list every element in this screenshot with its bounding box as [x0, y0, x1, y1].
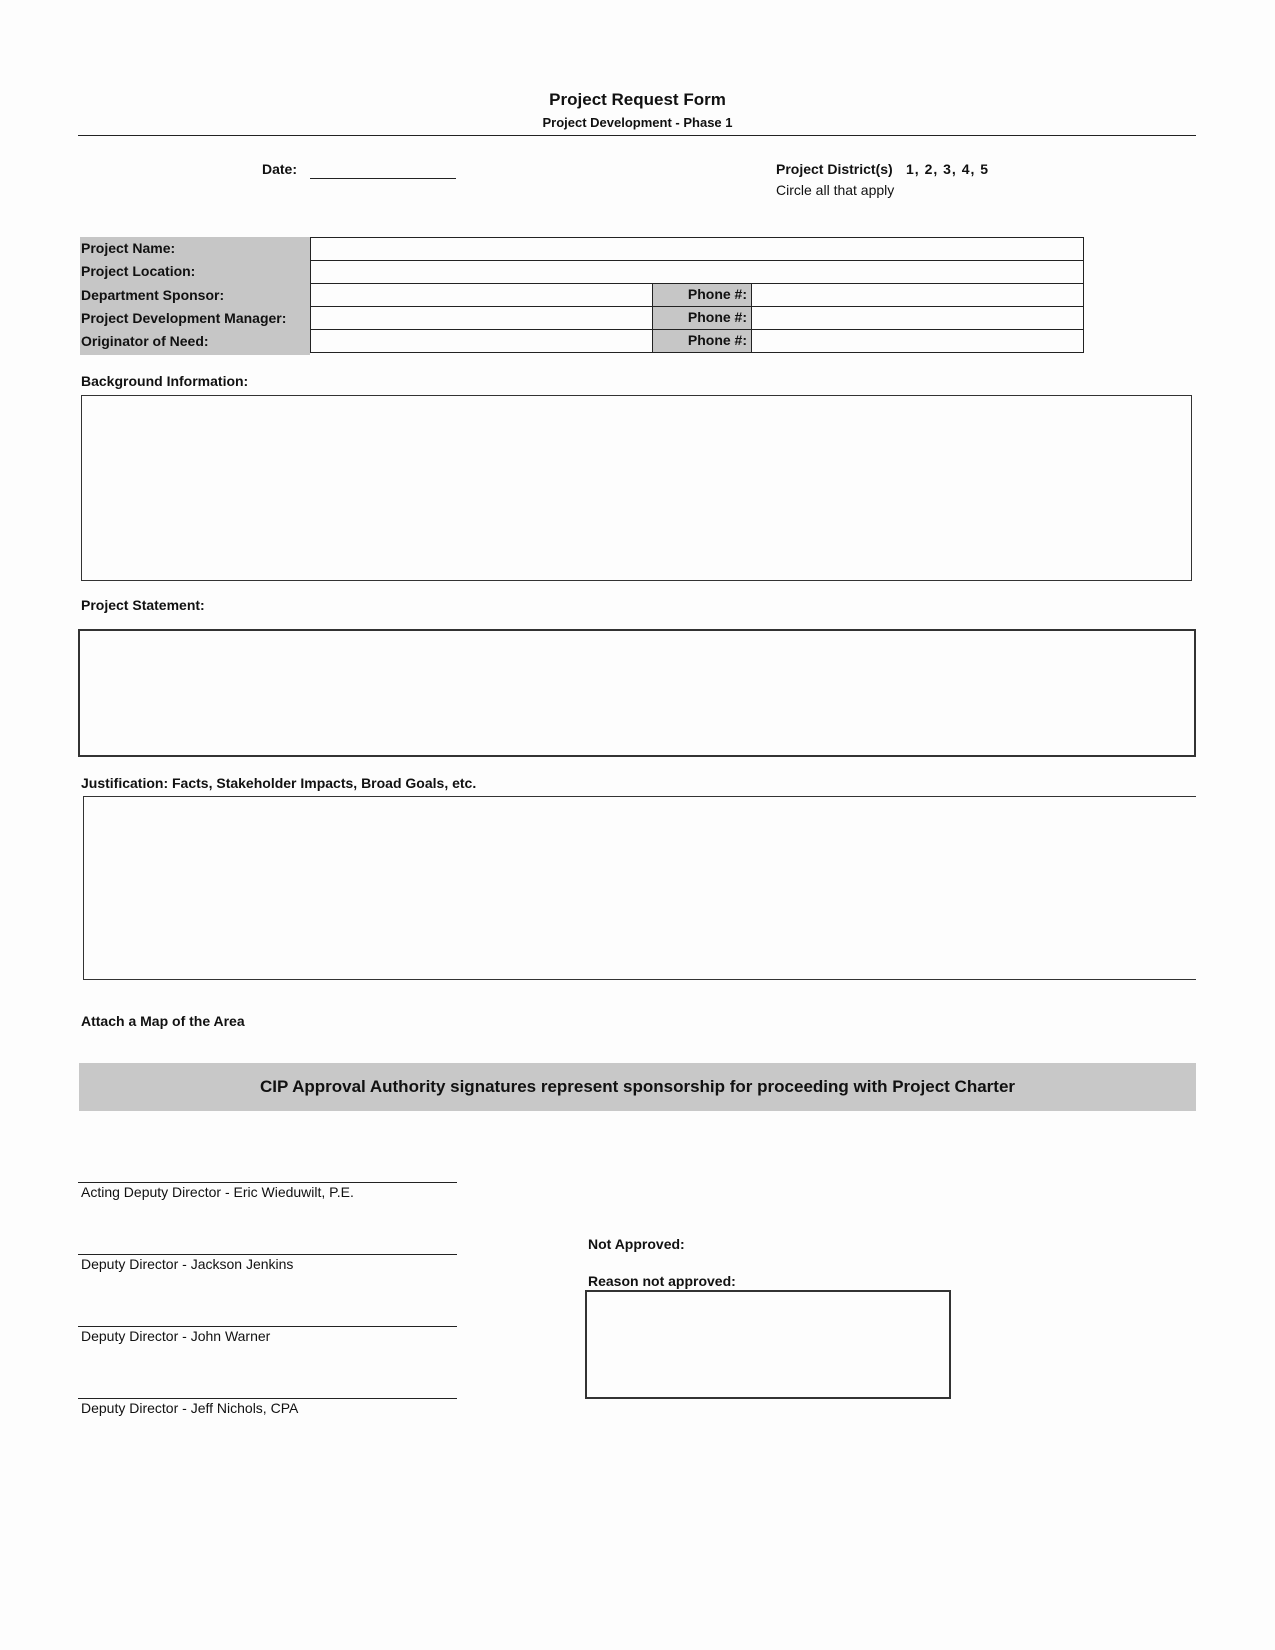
- signatory-name: Deputy Director - John Warner: [81, 1328, 271, 1344]
- signatory-name: Deputy Director - Jackson Jenkins: [81, 1256, 294, 1272]
- originator-phone-field[interactable]: [751, 329, 1084, 353]
- pdm-phone-label: Phone #:: [652, 306, 752, 330]
- reason-field[interactable]: [585, 1290, 951, 1399]
- project-name-field[interactable]: [310, 237, 1084, 261]
- justification-field[interactable]: [83, 796, 1196, 980]
- signature-line[interactable]: [78, 1254, 457, 1255]
- form-title: Project Request Form: [549, 90, 726, 109]
- project-info-grid: [80, 237, 1084, 355]
- originator-phone-label: Phone #:: [652, 329, 752, 353]
- originator-field[interactable]: [310, 329, 653, 353]
- background-label: Background Information:: [81, 373, 249, 389]
- signature-line[interactable]: [78, 1326, 457, 1327]
- district-options[interactable]: 1, 2, 3, 4, 5: [906, 161, 990, 177]
- department-sponsor-field[interactable]: [310, 283, 653, 307]
- department-sponsor-label: Department Sponsor:: [81, 287, 225, 303]
- date-label: Date:: [262, 161, 298, 177]
- statement-field[interactable]: [78, 629, 1196, 757]
- sponsor-phone-label: Phone #:: [652, 283, 752, 307]
- approval-banner: CIP Approval Authority signatures represent sponsorship for proceeding with Project Charter: [79, 1063, 1196, 1111]
- originator-label: Originator of Need:: [81, 333, 209, 349]
- project-location-field[interactable]: [310, 260, 1084, 284]
- date-field[interactable]: [310, 178, 456, 179]
- signature-line[interactable]: [78, 1182, 457, 1183]
- project-location-label: Project Location:: [81, 263, 196, 279]
- justification-label: Justification: Facts, Stakeholder Impacts, Broad Goals, etc.: [81, 775, 477, 791]
- pdm-label: Project Development Manager:: [81, 310, 287, 326]
- project-name-label: Project Name:: [81, 240, 176, 256]
- signature-line[interactable]: [78, 1398, 457, 1399]
- sponsor-phone-field[interactable]: [751, 283, 1084, 307]
- district-note: Circle all that apply: [776, 182, 895, 198]
- reason-label: Reason not approved:: [588, 1273, 736, 1289]
- signatory-name: Acting Deputy Director - Eric Wieduwilt, P.E.: [81, 1184, 354, 1200]
- signatory-name: Deputy Director - Jeff Nichols, CPA: [81, 1400, 299, 1416]
- background-field[interactable]: [81, 395, 1192, 581]
- pdm-phone-field[interactable]: [751, 306, 1084, 330]
- map-label: Attach a Map of the Area: [81, 1013, 245, 1029]
- pdm-field[interactable]: [310, 306, 653, 330]
- statement-label: Project Statement:: [81, 597, 205, 613]
- not-approved-label: Not Approved:: [588, 1236, 685, 1252]
- header-divider: [78, 135, 1196, 136]
- district-label: Project District(s): [776, 161, 893, 177]
- form-subtitle: Project Development - Phase 1: [542, 115, 733, 130]
